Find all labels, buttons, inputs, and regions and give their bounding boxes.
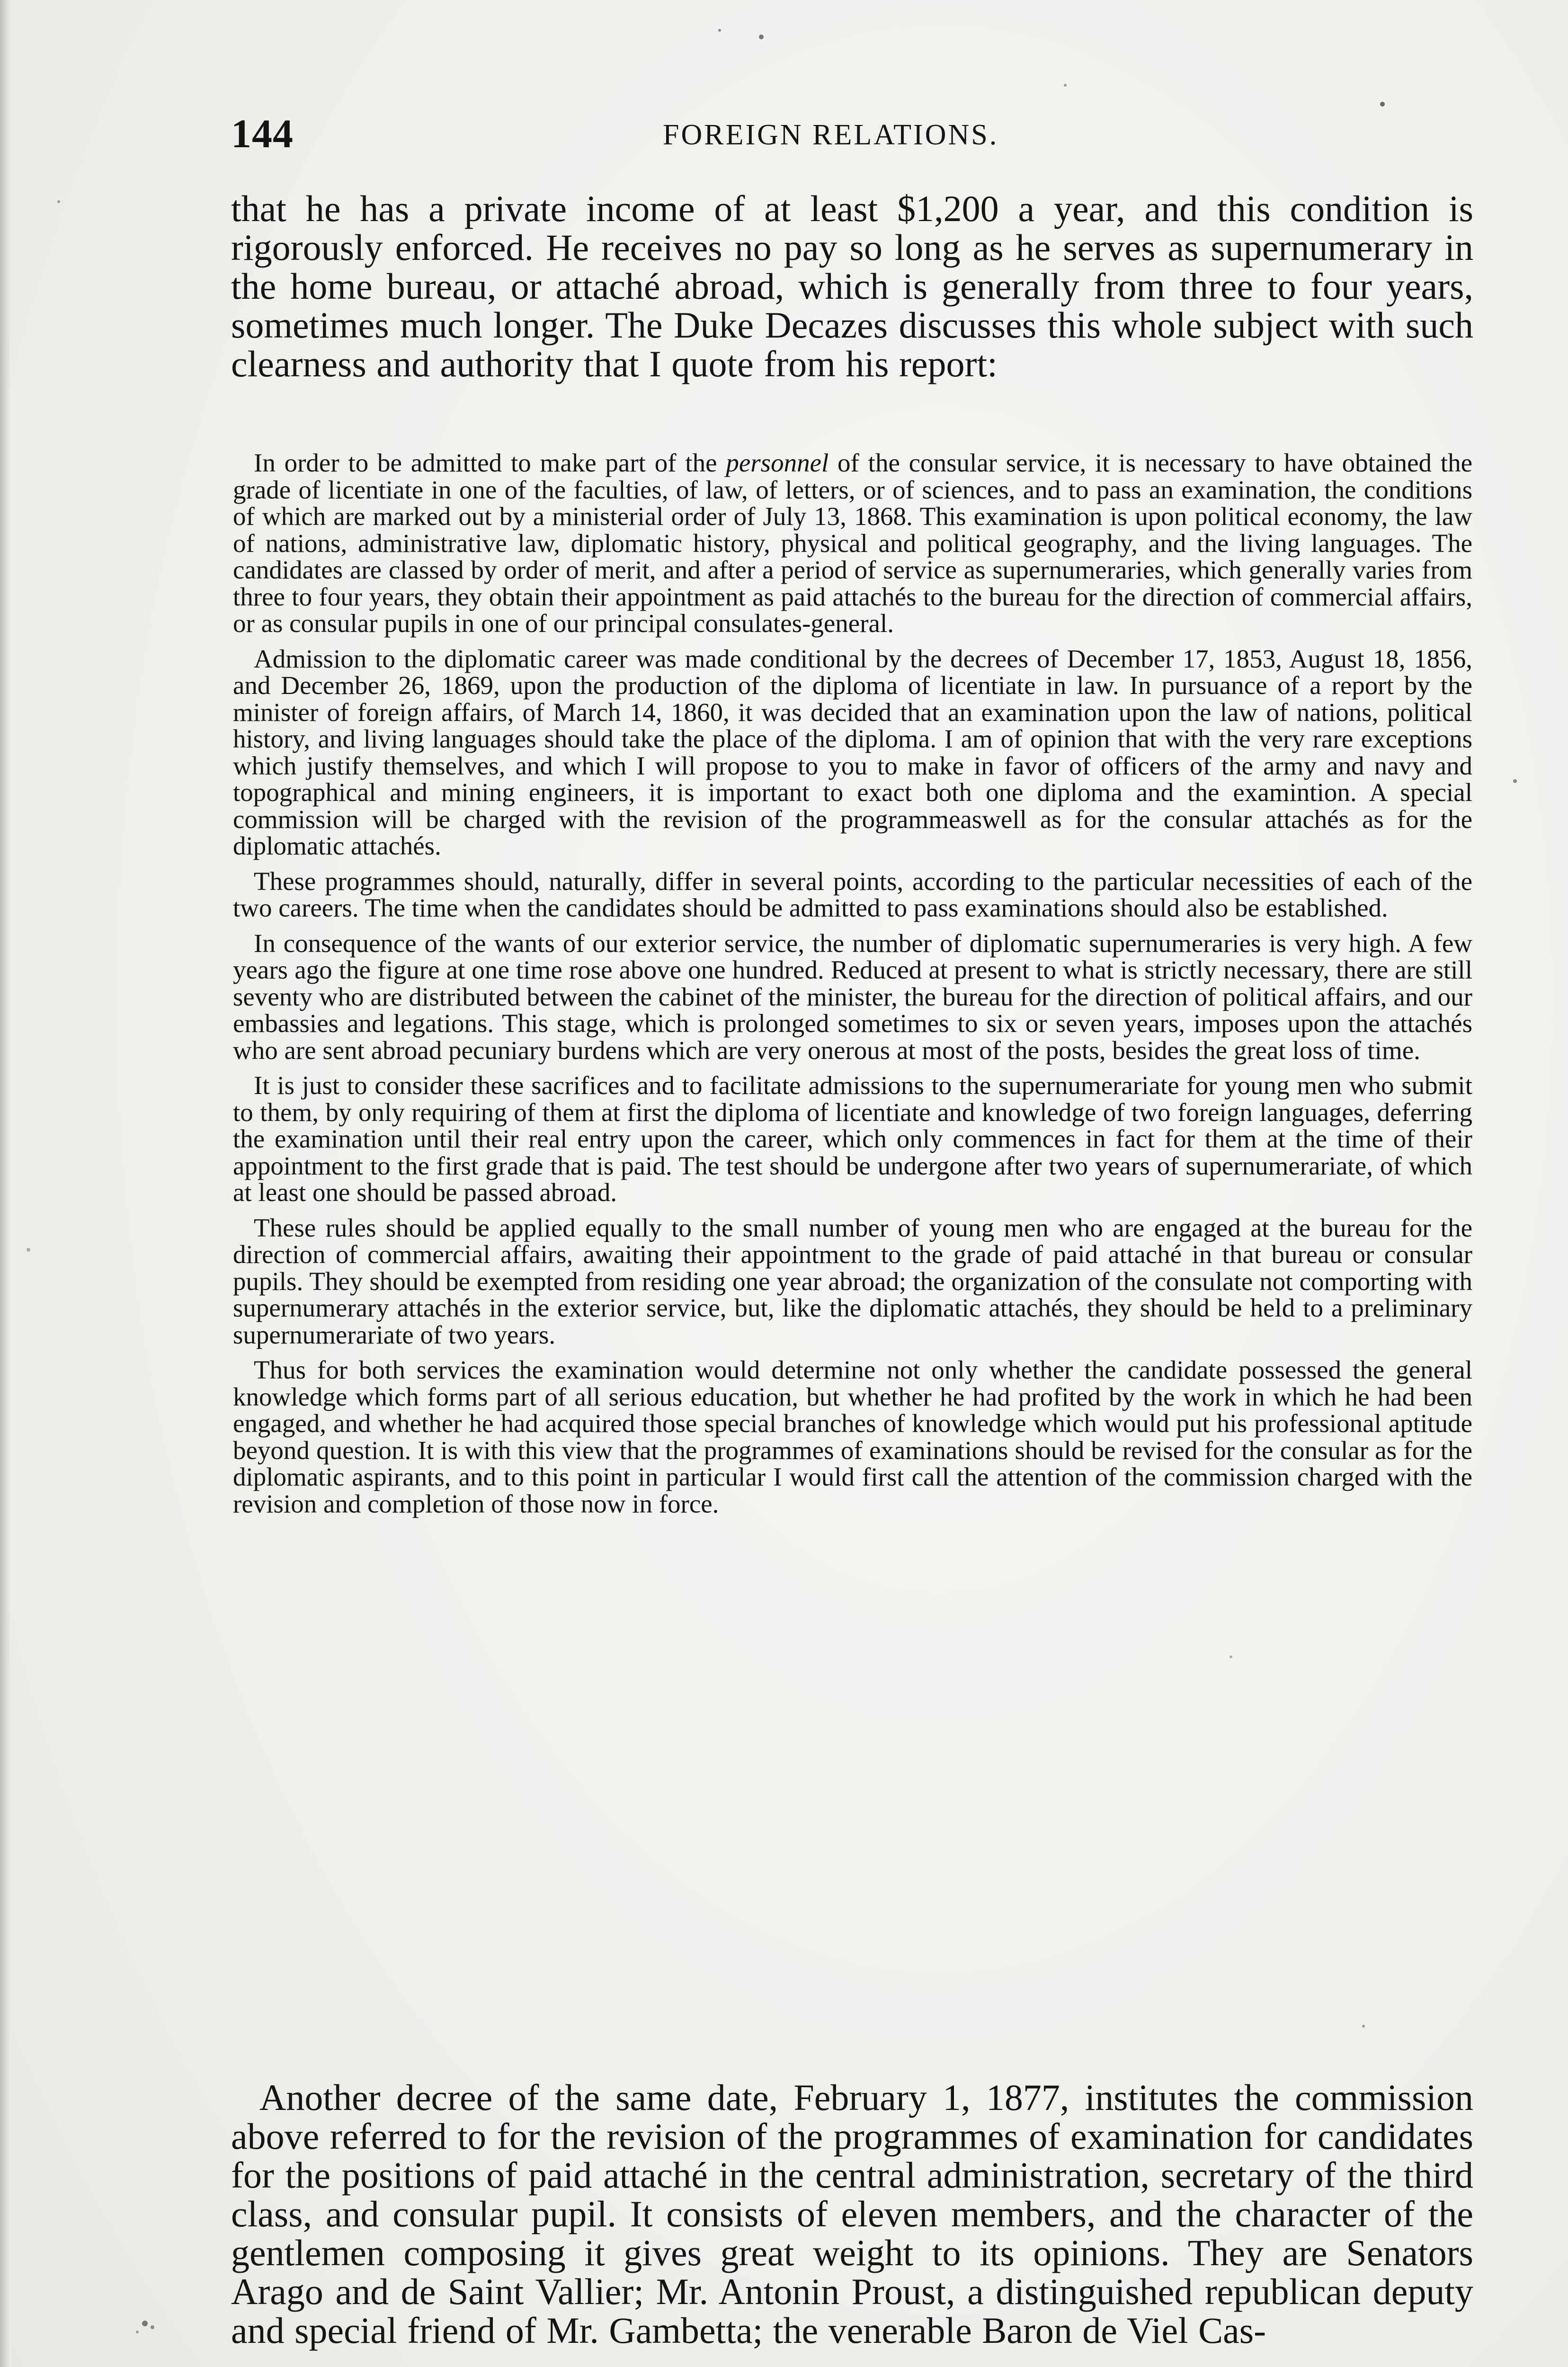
intro-paragraph-block xyxy=(231,189,1473,383)
quote-paragraph: In consequence of the wants of our exterior service, the number of diplomatic supernumeraries is very high. A few years ago the figure at one time rose above one hundred. Reduced at present to what is strictly necessary, there are still seventy who are distributed between the cabinet of the minister, the bureau for the direction of political affairs, and our embassies and legations. This stage, which is prolonged sometimes to six or seven years, imposes upon the attachés who are sent abroad pecuniary burdens which are very onerous at most of the posts, besides the great loss of time. xyxy=(233,928,1472,1065)
page-number: 144 xyxy=(231,111,294,156)
quote-paragraph: These programmes should, naturally, differ in several points, according to the particular necessities of each of the two careers. The time when the candidates should be admitted to pass examinations should also be established. xyxy=(233,866,1472,922)
quote-paragraph: It is just to consider these sacrifices and to facilitate admissions to the supernumerariate for young men who submit to them, by only requiring of them at first the diploma of licentiate and knowledge of two foreign languages, deferring the examination until their real entry upon the career, which only commences in fact for them at the time of their appointment to the first grade that is paid. The test should be undergone after two years of supernumerariate, of which at least one should be passed abroad. xyxy=(233,1071,1472,1207)
quote-paragraph: Thus for both services the examination would determine not only whether the candidate possessed the general knowledge which forms part of all serious education, but whether he had profited by the work in which he had been engaged, and whether he had acquired those special branches of knowledge which would put his professional aptitude beyond question. It is with this view that the programmes of examinations should be revised for the consular as for the diplomatic aspirants, and to this point in particular I would first call the attention of the commission charged with the revision and completion of those now in force. xyxy=(233,1355,1472,1518)
block-quote xyxy=(233,450,1472,1517)
quote-paragraph xyxy=(233,450,1472,637)
intro-paragraph: that he has a private income of at least $1,200 a year, and this condition is rigorously enforced. He receives no pay so long as he serves as supernumerary in the home bureau, or attaché abroad, which is generally from three to four years, sometimes much longer. The Duke Decazes discusses this whole subject with such clearness and authority that I quote from his report: xyxy=(231,188,1473,384)
closing-paragraph-block xyxy=(231,2078,1473,2350)
page-header xyxy=(231,110,1471,162)
quote-text: In order to be admitted to make part of the xyxy=(254,448,726,477)
quote-text: of the consular service, it is necessary to have obtained the grade of licentiate in one of the faculties, of law, of letters, or of sciences, and to pass an examination, the conditions of which are marked out by a ministerial order of July 13, 1868. This examination is upon political economy, the law of nations, administrative law, diplomatic history, physical and political geography, and the living languages. The candidates are classed by order of merit, and after a period of service as supernumeraries, which generally varies from three to four years, they obtain their appointment as paid attachés to the bureau for the direction of commercial affairs, or as consular pupils in one of our principal consulates-general. xyxy=(233,448,1473,638)
closing-paragraph: Another decree of the same date, February 1, 1877, institutes the commission above referred to for the revision of the programmes of examination for candidates for the positions of paid attaché in the central administration, secretary of the third class, and consular pupil. It consists of eleven members, and the character of the gentlemen composing it gives great weight to its opinions. They are Senators Arago and de Saint Vallier; Mr. Antonin Proust, a distinguished republican deputy and special friend of Mr. Gambetta; the venerable Baron de Viel Cas- xyxy=(231,2077,1473,2351)
running-title: FOREIGN RELATIONS. xyxy=(663,119,999,151)
quote-paragraph: Admission to the diplomatic career was made conditional by the decrees of December 17, 1853, August 18, 1856, and December 26, 1869, upon the production of the diploma of licentiate in law. In pursuance of a report by the minister of foreign affairs, of March 14, 1860, it was decided that an examination upon the law of nations, political history, and living languages should take the place of the diploma. I am of opinion that with the very rare exceptions which justify themselves, and which I will propose to you to make in favor of officers of the army and navy and topographical and mining engineers, it is important to exact both one diploma and the examintion. A special commission will be charged with the revision of the programmeaswell as for the consular attachés as for the diplomatic attachés. xyxy=(233,644,1472,860)
quote-paragraph: These rules should be applied equally to the small number of young men who are engaged at the bureau for the direction of commercial affairs, awaiting their appointment to the grade of paid attaché in that bureau or consular pupils. They should be exempted from residing one year abroad; the organization of the consulate not comporting with supernumerary attachés in the exterior service, but, like the diplomatic attachés, they should be held to a preliminary supernumerariate of two years. xyxy=(233,1213,1472,1349)
quote-emphasis: personnel xyxy=(726,448,829,477)
